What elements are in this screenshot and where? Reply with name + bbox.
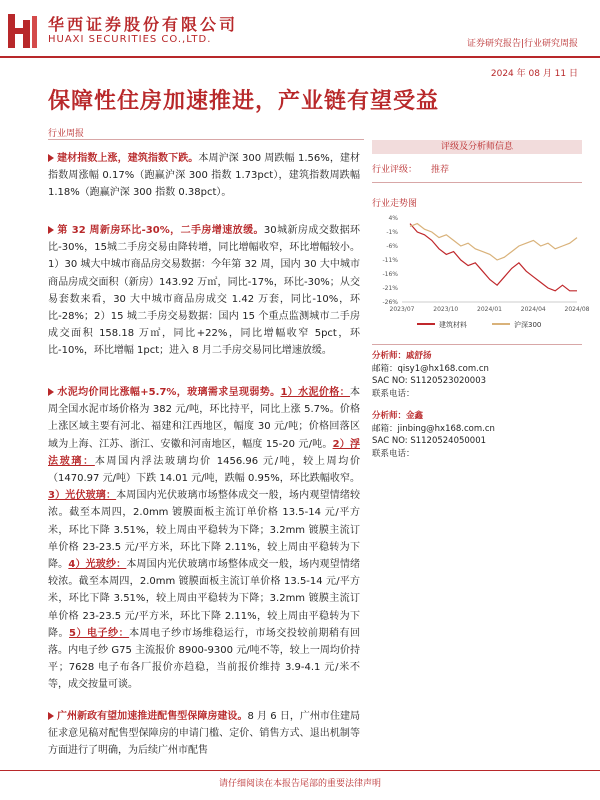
- report-date: 2024 年 08 月 11 日: [490, 69, 578, 79]
- x-tick-label: 2023/07: [389, 306, 415, 313]
- y-tick-label: 4%: [388, 215, 398, 222]
- x-tick-label: 2024/04: [520, 306, 546, 313]
- footer-disclaimer: 请仔细阅读在本报告尾部的重要法律声明: [218, 779, 381, 789]
- pv-yarn-label: 4）光玻纱：: [68, 559, 127, 571]
- x-tick-label: 2024/01: [477, 306, 502, 313]
- industry-rating: [372, 162, 449, 175]
- pv-glass-text: 本周国内光伏玻璃市场整体成交一般，场内观望情绪较浓。截至本周四，2.0mm 镀膜面板主流订单价格 13.5-14 元/平方米，环比下降 3.51%，较上周由平稳转为下降；3.2mm 镀膜主流订单价格 23-23.5 元/平方米，环比下降 2.11%，较上周由平稳转为下降。: [48, 490, 360, 571]
- paragraph-text: 8 月 6 日，广州市住建局征求意见稿对配售型保障房的申请门槛、定价、销售方式、退出机制等方面进行了明确，为后续广州市配售: [48, 711, 361, 757]
- y-tick-label: -16%: [382, 271, 398, 278]
- analyst-phone: 联系电话：: [372, 448, 415, 459]
- analyst-block-2: [372, 410, 495, 460]
- cement-text: 本周全国水泥市场价格为 382 元/吨，环比持平，同比上涨 5.7%。价格上涨区域主要有河北、福建和江西地区，幅度 30 元/吨；价格回落区域为上海、江苏、浙江、安徽和河南地区，幅度 15-20 元/吨。: [48, 387, 360, 450]
- e-yarn-label: 5）电子纱：: [69, 627, 130, 639]
- sidebar-divider: [372, 182, 582, 183]
- x-tick-label: 2024/08: [564, 306, 590, 313]
- sidebar-divider: [372, 344, 582, 345]
- x-tick-label: 2023/10: [433, 306, 459, 313]
- paragraph-index-performance: [48, 150, 360, 202]
- paragraph-guangzhou-policy: [48, 708, 360, 760]
- y-tick-label: -1%: [386, 229, 398, 236]
- trend-chart-title: 行业走势图: [372, 199, 418, 209]
- report-type: 证券研究报告|行业研究周报: [466, 39, 578, 49]
- trend-line-chart: [372, 212, 590, 342]
- bullet-arrow-icon: [48, 712, 54, 720]
- category-divider: [48, 139, 364, 140]
- rating-label: 行业评级：: [372, 165, 418, 175]
- cement-label: 1）水泥价格：: [280, 387, 350, 398]
- analyst-sac: SAC NO: S1120524050001: [372, 436, 487, 446]
- paragraph-heading: 广州新政有望加速推进配售型保障房建设。: [57, 711, 248, 722]
- series-line: [410, 224, 577, 260]
- page-title: 保障性住房加速推进，产业链有望受益: [48, 89, 440, 114]
- paragraph-heading: 水泥均价同比涨幅+5.7%，玻璃需求呈现弱势。: [57, 387, 281, 398]
- y-tick-label: -11%: [382, 257, 398, 264]
- analyst-email[interactable]: 邮箱：qisy1@hx168.com.cn: [372, 363, 489, 374]
- header-divider: [0, 56, 600, 58]
- y-tick-label: -21%: [382, 285, 398, 292]
- report-category: 行业周报: [48, 129, 85, 139]
- legend-label: 沪深300: [514, 321, 542, 329]
- paragraph-materials: [48, 384, 360, 694]
- e-yarn-text: 本周电子纱市场维稳运行，市场交投较前期稍有回落。内电子纱 G75 主流报价 8900-9300 元/吨不等，较上一周均价持平；7628 电子布各厂报价亦趋稳，当前报价维持 3.9-4.1 元/米不等，成交按量可谈。: [48, 627, 361, 691]
- pv-yarn-text: 本周国内光伏玻璃市场整体成交一般，场内观望情绪较浓。截至本周四，2.0mm 镀膜面板主流订单价格 13.5-14 元/平方米，环比下降 3.51%，较上周由平稳转为下降；3.2mm 镀膜主流订单价格 23-23.5 元/平方米，环比下降 2.11%，较上周由平稳转为下降。: [48, 559, 361, 639]
- paragraph-heading: 第 32 周新房环比-30%，二手房增速放缓。: [57, 225, 264, 236]
- analyst-sac: SAC NO: S1120523020003: [372, 376, 487, 386]
- sidebar-header: 评级及分析师信息: [372, 140, 582, 154]
- legend-label: 建筑材料: [439, 321, 467, 329]
- paragraph-text: 30城新房成交数据环比-30%，15城二手房交易由降转增，同比增幅收窄，环比增幅较小。1）30 城大中城市商品房交易数据：今年第 32 周，国内 30 大中城市商品房成交面积（新房）143.92 万㎡，同比-17%，环比-30%；从交易套数来看，30 大中城市商品房成交 1.42 万套，同比-10%，环比-28%；2）15 城二手房交易数据：国内 15 个重点监测城市二手房成交面积 158.18 万㎡，同比+22%，同比增幅收窄 5pct，环比-10%，环比增幅 1pct；进入 8 月二手房交易同比增速放缓。: [48, 225, 360, 357]
- analyst-block-1: [372, 350, 489, 400]
- company-name-cn: 华西证券股份有限公司: [48, 15, 239, 34]
- float-glass-text: 本周国内浮法玻璃均价 1456.96 元/吨，较上周均价（1470.97 元/吨）下跌 14.01 元/吨，跌幅 0.95%，环比跌幅收窄。: [48, 455, 360, 485]
- bullet-arrow-icon: [48, 388, 54, 396]
- paragraph-heading: 建材指数上涨，建筑指数下跌。: [57, 153, 199, 164]
- huaxi-logo-icon: [8, 14, 38, 48]
- company-name-en: HUAXI SECURITIES CO.,LTD.: [48, 34, 212, 45]
- y-tick-label: -6%: [386, 243, 398, 250]
- footer-divider: [0, 770, 600, 771]
- y-tick-label: -26%: [382, 299, 398, 306]
- paragraph-text: 本周沪深 300 周跌幅 1.56%，建材指数周涨幅 0.17%（跑赢沪深 300 指数 1.73pct），建筑指数周跌幅 1.18%（跑赢沪深 300 指数 0.38pct）。: [48, 153, 361, 199]
- paragraph-housing: [48, 222, 360, 360]
- pv-glass-label: 3）光伏玻璃：: [48, 490, 117, 502]
- bullet-arrow-icon: [48, 226, 54, 234]
- analyst-phone: 联系电话：: [372, 388, 415, 399]
- float-glass-label: 2）浮法玻璃：: [48, 438, 360, 467]
- analyst-email[interactable]: 邮箱：jinbing@hx168.com.cn: [372, 423, 495, 434]
- bullet-arrow-icon: [48, 154, 54, 162]
- analyst-name: 分析师：金鑫: [372, 411, 424, 421]
- analyst-name: 分析师：戚舒扬: [372, 351, 432, 361]
- rating-value: 推荐: [431, 165, 450, 175]
